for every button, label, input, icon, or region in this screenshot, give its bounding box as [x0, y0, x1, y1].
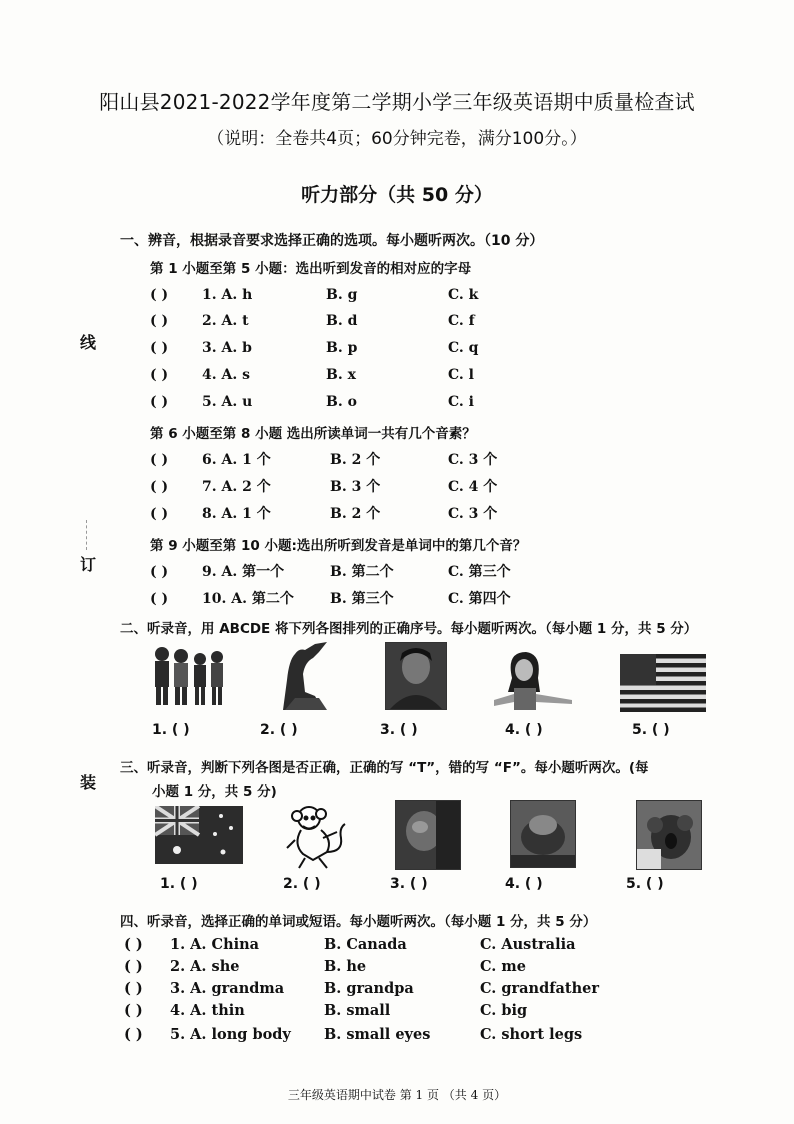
option-b: B. 第三个	[330, 591, 394, 607]
option-c: C. i	[448, 394, 474, 410]
option-c: C. q	[448, 340, 479, 356]
option-b: B. p	[326, 340, 358, 356]
option-b: B. x	[326, 367, 356, 383]
question-row	[150, 588, 650, 610]
man-portrait-picture	[385, 642, 447, 710]
answer-paren[interactable]: ( )	[150, 591, 169, 607]
answer-paren[interactable]: ( )	[150, 367, 169, 383]
option-a: 4. A. thin	[170, 1002, 245, 1019]
option-b: B. d	[326, 313, 358, 329]
option-a: 1. A. China	[170, 936, 260, 953]
question-row	[150, 284, 650, 306]
section2-caption-3[interactable]: 3. ( )	[380, 722, 418, 738]
option-b: B. small	[324, 1002, 391, 1019]
section2-caption-1[interactable]: 1. ( )	[152, 722, 190, 738]
option-b: B. small eyes	[324, 1026, 431, 1043]
section2-caption-2[interactable]: 2. ( )	[260, 722, 298, 738]
option-a: 5. A. long body	[170, 1026, 291, 1043]
monkey-picture	[283, 800, 349, 870]
binding-mark-order: 订	[80, 555, 97, 574]
option-a: 1. A. h	[202, 287, 253, 303]
binding-mark-install: 装	[80, 773, 97, 792]
option-a: 10. A. 第二个	[202, 591, 294, 607]
exam-note: （说明：全卷共4页；60分钟完卷，满分100分。）	[207, 129, 587, 149]
dog-photo-picture	[395, 800, 461, 870]
answer-paren[interactable]: ( )	[150, 479, 169, 495]
question-row	[150, 476, 650, 498]
question-row	[150, 391, 650, 413]
family-picture	[148, 642, 228, 708]
animal-photo-picture	[510, 800, 576, 868]
answer-paren[interactable]: ( )	[124, 936, 143, 953]
question-row	[150, 561, 650, 583]
option-c: C. l	[448, 367, 474, 383]
answer-paren[interactable]: ( )	[150, 506, 169, 522]
option-c: C. k	[448, 287, 479, 303]
answer-paren[interactable]: ( )	[124, 958, 143, 975]
section2-heading: 二、听录音，用 ABCDE 将下列各图排列的正确序号。每小题听两次。（每小题 1 分，共 5 分）	[120, 621, 698, 637]
option-c: C. grandfather	[480, 980, 599, 997]
option-c: C. 3 个	[448, 506, 498, 522]
question-row	[150, 364, 650, 386]
binding-mark-line: 线	[80, 333, 97, 352]
question-row	[150, 503, 650, 525]
option-c: C. 4 个	[448, 479, 498, 495]
answer-paren[interactable]: ( )	[150, 313, 169, 329]
option-b: B. 2 个	[330, 452, 381, 468]
option-b: B. grandpa	[324, 980, 414, 997]
answer-paren[interactable]: ( )	[150, 340, 169, 356]
answer-paren[interactable]: ( )	[150, 452, 169, 468]
option-c: C. 第四个	[448, 591, 511, 607]
animal-picture	[275, 640, 337, 710]
option-c: C. short legs	[480, 1026, 583, 1043]
question-row	[150, 310, 650, 332]
option-b: B. g	[326, 287, 358, 303]
section1-group2-label: 第 6 小题至第 8 小题 选出所读单词一共有几个音素？	[150, 426, 476, 442]
answer-paren[interactable]: ( )	[150, 564, 169, 580]
option-a: 8. A. 1 个	[202, 506, 271, 522]
section3-caption-4[interactable]: 4. ( )	[505, 876, 543, 892]
option-a: 6. A. 1 个	[202, 452, 271, 468]
answer-paren[interactable]: ( )	[124, 1026, 143, 1043]
option-b: B. Canada	[324, 936, 407, 953]
option-a: 5. A. u	[202, 394, 253, 410]
option-a: 2. A. she	[170, 958, 240, 975]
option-b: B. 3 个	[330, 479, 381, 495]
section2-caption-4[interactable]: 4. ( )	[505, 722, 543, 738]
option-c: C. 第三个	[448, 564, 511, 580]
section3-heading-line1: 三、听录音，判断下列各图是否正确，正确的写 “T”，错的写 “F”。每小题听两次。(每	[120, 760, 649, 776]
option-b: B. 第二个	[330, 564, 394, 580]
question-row	[124, 956, 644, 978]
answer-paren[interactable]: ( )	[150, 394, 169, 410]
option-a: 2. A. t	[202, 313, 249, 329]
option-b: B. o	[326, 394, 357, 410]
question-row	[124, 1000, 644, 1022]
girl-picture	[492, 648, 576, 710]
section2-caption-5[interactable]: 5. ( )	[632, 722, 670, 738]
section1-group3-label: 第 9 小题至第 10 小题:选出所听到发音是单词中的第几个音？	[150, 538, 527, 554]
option-c: C. big	[480, 1002, 528, 1019]
answer-paren[interactable]: ( )	[124, 980, 143, 997]
option-a: 3. A. grandma	[170, 980, 285, 997]
page-footer: 三年级英语期中试卷 第 1 页 （共 4 页）	[287, 1088, 507, 1102]
question-row	[124, 934, 644, 956]
question-row	[124, 1024, 644, 1046]
option-a: 7. A. 2 个	[202, 479, 271, 495]
section3-caption-3[interactable]: 3. ( )	[390, 876, 428, 892]
option-c: C. f	[448, 313, 475, 329]
section3-caption-2[interactable]: 2. ( )	[283, 876, 321, 892]
section3-caption-5[interactable]: 5. ( )	[626, 876, 664, 892]
option-b: B. 2 个	[330, 506, 381, 522]
australia-flag-picture	[155, 806, 243, 864]
option-b: B. he	[324, 958, 367, 975]
question-row	[150, 337, 650, 359]
question-row	[150, 449, 650, 471]
section1-heading: 一、辨音，根据录音要求选择正确的选项。每小题听两次。（10 分）	[120, 233, 544, 249]
option-c: C. 3 个	[448, 452, 498, 468]
question-row	[124, 978, 644, 1000]
binding-dash	[86, 520, 88, 550]
exam-title: 阳山县2021-2022学年度第二学期小学三年级英语期中质量检查试	[99, 90, 695, 114]
answer-paren[interactable]: ( )	[124, 1002, 143, 1019]
usa-flag-picture	[620, 654, 706, 712]
option-a: 4. A. s	[202, 367, 250, 383]
section1-group1-label: 第 1 小题至第 5 小题：选出听到发音的相对应的字母	[150, 261, 472, 277]
koala-photo-picture	[636, 800, 702, 870]
section3-heading-line2: 小题 1 分，共 5 分)	[152, 784, 277, 800]
option-c: C. me	[480, 958, 526, 975]
section4-heading: 四、听录音，选择正确的单词或短语。每小题听两次。（每小题 1 分，共 5 分）	[120, 914, 597, 930]
option-c: C. Australia	[480, 936, 576, 953]
answer-paren[interactable]: ( )	[150, 287, 169, 303]
option-a: 3. A. b	[202, 340, 252, 356]
section3-caption-1[interactable]: 1. ( )	[160, 876, 198, 892]
option-a: 9. A. 第一个	[202, 564, 285, 580]
part-heading: 听力部分（共 50 分）	[301, 184, 493, 206]
